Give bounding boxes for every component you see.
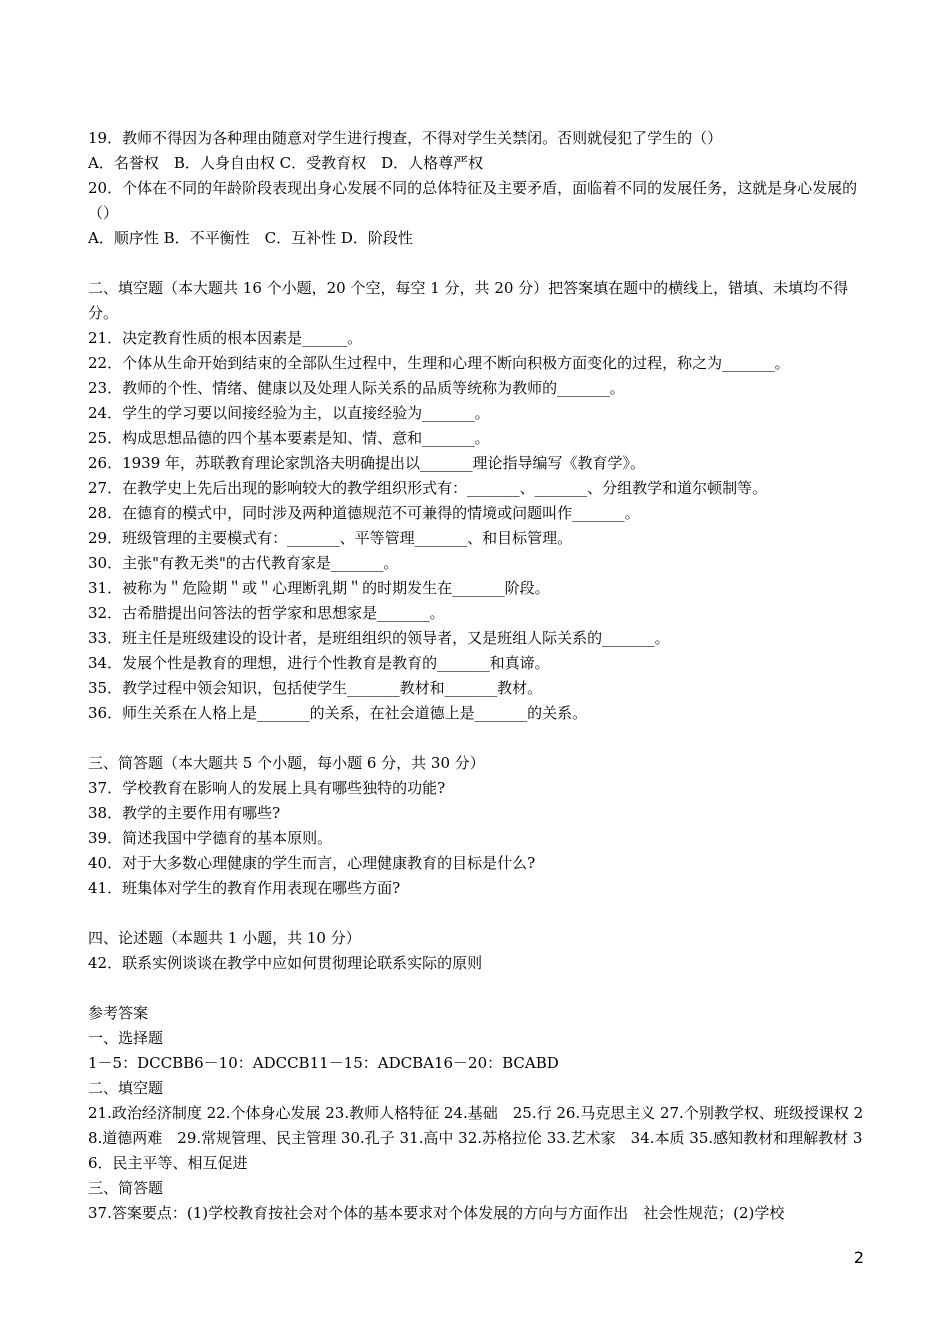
spacer bbox=[88, 976, 868, 1001]
question-33: 33．班主任是班级建设的设计者，是班组组织的领导者，又是班组人际关系的_______。 bbox=[88, 629, 670, 647]
answers-fill-in-heading: 二、填空题 bbox=[88, 1079, 164, 1097]
question-32: 32．古希腊提出问答法的哲学家和思想家是_______。 bbox=[88, 604, 445, 622]
question-27: 27．在教学史上先后出现的影响较大的教学组织形式有：_______、_______、分组教学和道尔顿制等。 bbox=[88, 479, 768, 497]
question-19-options: A．名誉权 B．人身自由权 C．受教育权 D．人格尊严权 bbox=[88, 154, 484, 172]
section-essay-heading: 四、论述题（本题共 1 小题，共 10 分） bbox=[88, 929, 361, 947]
question-25: 25．构成思想品德的四个基本要素是知、情、意和_______。 bbox=[88, 429, 490, 447]
answers-short-answer-heading: 三、简答题 bbox=[88, 1179, 164, 1197]
section-short-answer-heading: 三、简答题（本大题共 5 个小题，每小题 6 分，共 30 分） bbox=[88, 754, 485, 772]
spacer bbox=[88, 901, 868, 926]
question-37: 37．学校教育在影响人的发展上具有哪些独特的功能? bbox=[88, 779, 446, 797]
answers-choice-heading: 一、选择题 bbox=[88, 1029, 164, 1047]
question-42: 42．联系实例谈谈在教学中应如何贯彻理论联系实际的原则 bbox=[88, 954, 483, 972]
question-20-options: A．顺序性 B．不平衡性 C．互补性 D．阶段性 bbox=[88, 229, 413, 247]
question-23: 23．教师的个性、情绪、健康以及处理人际关系的品质等统称为教师的_______。 bbox=[88, 379, 625, 397]
question-24: 24．学生的学习要以间接经验为主，以直接经验为_______。 bbox=[88, 404, 490, 422]
page-number: 2 bbox=[853, 1248, 864, 1267]
question-29: 29．班级管理的主要模式有：_______、平等管理_______、和目标管理。 bbox=[88, 529, 573, 547]
question-28: 28．在德育的模式中，同时涉及两种道德规范不可兼得的情境或问题叫作_______。 bbox=[88, 504, 640, 522]
question-31: 31．被称为＂危险期＂或＂心理断乳期＂的时期发生在_______阶段。 bbox=[88, 579, 550, 597]
answer-37: 37.答案要点：(1)学校教育按社会对个体的基本要求对个体发展的方向与方面作出 社会性规范；(2)学校 bbox=[88, 1204, 785, 1222]
section-fill-in-heading: 二、填空题（本大题共 16 个小题，20 个空，每空 1 分，共 20 分）把答案填在题中的横线上，错填、未填均不得分。 bbox=[88, 279, 849, 322]
document-body bbox=[88, 126, 868, 1226]
question-19: 19．教师不得因为各种理由随意对学生进行搜查，不得对学生关禁闭。否则就侵犯了学生的（） bbox=[88, 129, 723, 147]
question-20: 20．个体在不同的年龄阶段表现出身心发展不同的总体特征及主要矛盾，面临着不同的发展任务，这就是身心发展的（） bbox=[88, 179, 858, 222]
question-34: 34．发展个性是教育的理想，进行个性教育是教育的_______和真谛。 bbox=[88, 654, 550, 672]
question-35: 35．教学过程中领会知识，包括使学生_______教材和_______教材。 bbox=[88, 679, 543, 697]
question-40: 40．对于大多数心理健康的学生而言，心理健康教育的目标是什么? bbox=[88, 854, 536, 872]
question-30: 30．主张"有教无类"的古代教育家是_______。 bbox=[88, 554, 399, 572]
question-41: 41．班集体对学生的教育作用表现在哪些方面? bbox=[88, 879, 401, 897]
answers-heading: 参考答案 bbox=[88, 1004, 149, 1022]
answers-choice: 1－5：DCCBB6－10：ADCCB11－15：ADCBA16－20：BCABD bbox=[88, 1054, 559, 1072]
spacer bbox=[88, 251, 868, 276]
question-21: 21．决定教育性质的根本因素是______。 bbox=[88, 329, 363, 347]
question-26: 26．1939 年，苏联教育理论家凯洛夫明确提出以_______理论指导编写《教育学》。 bbox=[88, 454, 646, 472]
question-36: 36．师生关系在人格上是_______的关系，在社会道德上是_______的关系。 bbox=[88, 704, 588, 722]
spacer bbox=[88, 726, 868, 751]
question-39: 39．简述我国中学德育的基本原则。 bbox=[88, 829, 333, 847]
answers-fill-in: 21.政治经济制度 22.个体身心发展 23.教师人格特征 24.基础 25.行 26.马克思主义 27.个别教学权、班级授课权 28.道德两难 29.常规管理、民主管理 30.孔子 31.高中 32.苏格拉伦 33.艺术家 34.本质 35.感知教材和理解教材 36．民主平等、相互促进 bbox=[88, 1104, 864, 1172]
question-22: 22．个体从生命开始到结束的全部队生过程中，生理和心理不断向积极方面变化的过程，称之为_______。 bbox=[88, 354, 790, 372]
question-38: 38．教学的主要作用有哪些? bbox=[88, 804, 281, 822]
